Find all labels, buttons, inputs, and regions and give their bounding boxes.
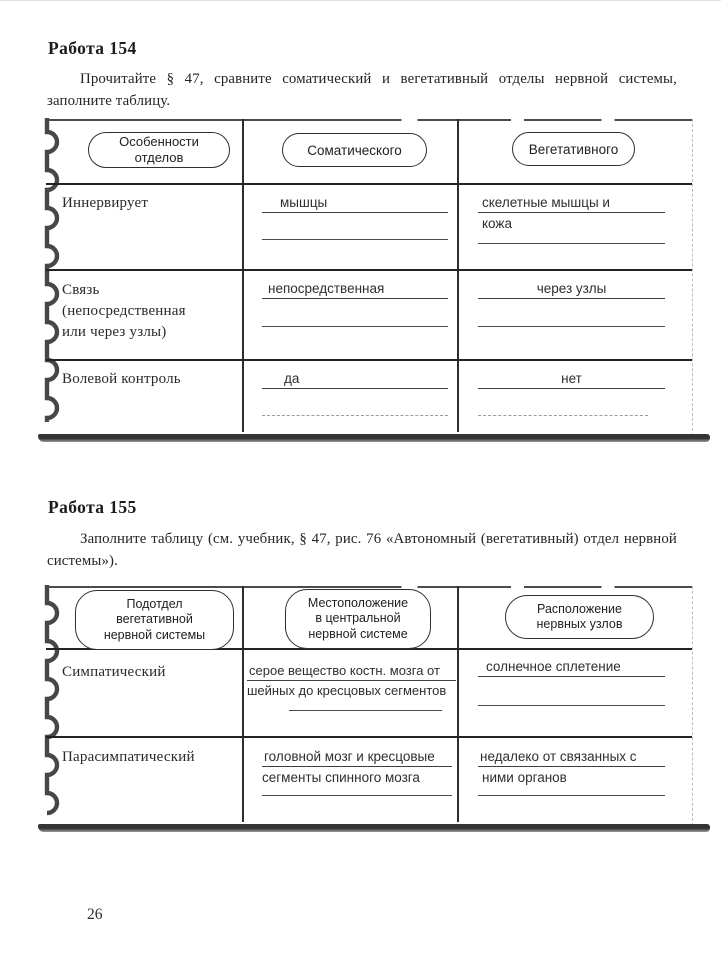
blank-line bbox=[262, 326, 448, 327]
column-divider bbox=[242, 119, 244, 432]
card-bottom-shadow bbox=[38, 434, 710, 442]
work-155-title: Работа 155 bbox=[48, 497, 137, 517]
page-number: 26 bbox=[87, 906, 103, 923]
work-155-instruction: Заполните таблицу (см. учебник, § 47, рис. 76 «Автономный (вегетативный) отдел нервной системы»). bbox=[47, 531, 677, 569]
blank-line bbox=[478, 795, 665, 796]
card-bottom-shadow bbox=[38, 824, 710, 832]
table-155-top-border bbox=[46, 586, 692, 588]
answer-line: головной мозг и кресцовые bbox=[262, 741, 452, 767]
blank-line bbox=[262, 415, 448, 416]
table-154-card bbox=[46, 119, 693, 436]
blank-line bbox=[478, 415, 648, 416]
answer-line: да bbox=[262, 361, 448, 389]
answer-line: кожа bbox=[482, 216, 512, 231]
answer-line: через узлы bbox=[478, 271, 665, 299]
row-label-voluntary-control: Волевой контроль bbox=[62, 371, 181, 387]
answer-line: серое вещество костн. мозга от bbox=[247, 654, 456, 681]
answer-line: солнечное сплетение bbox=[478, 650, 665, 677]
spiral-torn-edge bbox=[35, 583, 61, 833]
row-label-parasympathetic: Парасимпатический bbox=[62, 749, 195, 765]
answer-line: сегменты спинного мозга bbox=[262, 770, 420, 785]
table-154-top-border bbox=[46, 119, 692, 121]
answer-line: непосредственная bbox=[262, 271, 448, 299]
row-label-sympathetic: Симпатический bbox=[62, 664, 166, 680]
header-pill-subdivision: Подотдел вегетативной нервной системы bbox=[75, 590, 234, 650]
blank-line bbox=[478, 705, 665, 706]
blank-line bbox=[262, 239, 448, 240]
blank-line bbox=[478, 243, 665, 244]
blank-line bbox=[478, 326, 665, 327]
answer-line: нет bbox=[478, 361, 665, 389]
spiral-torn-edge bbox=[35, 116, 61, 442]
column-divider bbox=[457, 119, 459, 432]
header-pill-location-cns: Местоположение в центральной нервной системе bbox=[285, 589, 431, 649]
column-divider bbox=[457, 586, 459, 822]
header-pill-vegetative: Вегетативного bbox=[512, 132, 635, 166]
header-pill-somatic: Соматического bbox=[282, 133, 427, 167]
header-pill-ganglia-location: Расположение нервных узлов bbox=[505, 595, 654, 639]
answer-line: ними органов bbox=[482, 770, 567, 785]
work-154-instruction: Прочитайте § 47, сравните соматический и вегетативный отделы нервной системы, заполните таблицу. bbox=[47, 71, 677, 109]
blank-line bbox=[289, 710, 442, 711]
table-155-card bbox=[46, 586, 693, 826]
answer-line: шейных до кресцовых сегментов bbox=[247, 683, 447, 698]
row-label-connection: Связь (непосредственная или через узлы) bbox=[62, 282, 186, 340]
answer-line: мышцы bbox=[262, 185, 448, 213]
row-separator bbox=[46, 736, 692, 738]
answer-line: недалеко от связанных с bbox=[478, 741, 665, 767]
answer-line: скелетные мышцы и bbox=[478, 185, 665, 213]
column-divider bbox=[242, 586, 244, 822]
blank-line bbox=[262, 795, 452, 796]
row-label-innervates: Иннервирует bbox=[62, 195, 149, 211]
work-154-title: Работа 154 bbox=[48, 38, 137, 58]
header-pill-features: Особенности отделов bbox=[88, 132, 230, 168]
